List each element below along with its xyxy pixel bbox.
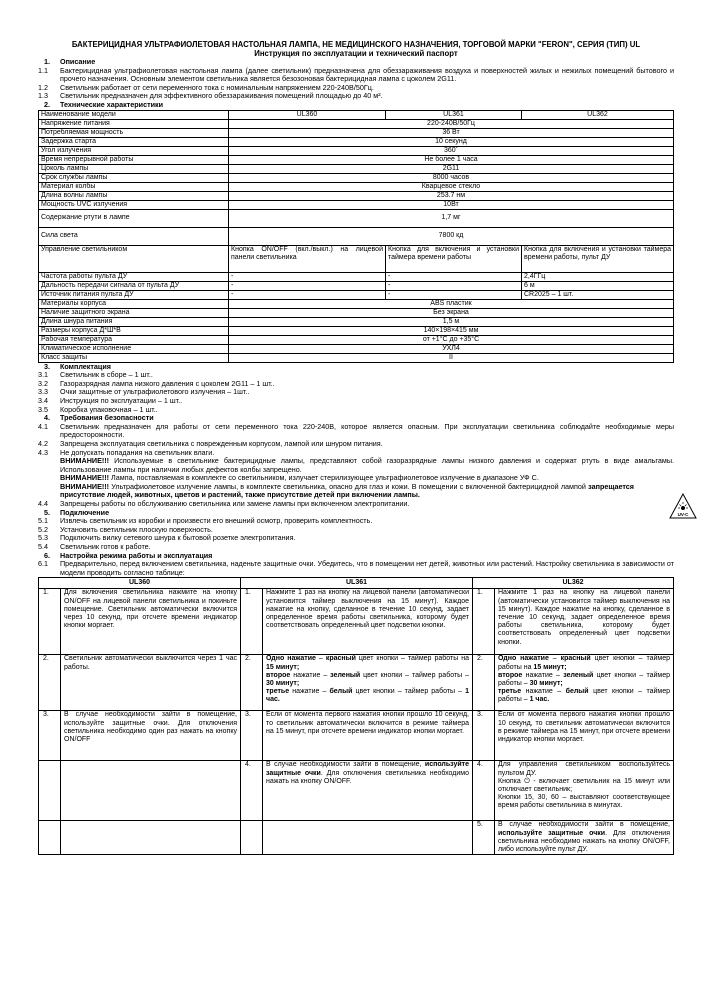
item-3-5: 3.5 Коробка упаковочная – 1 шт.. [38,404,158,414]
specs-row: Задержка старта 10 секунд [39,137,674,146]
item-3-3: 3.3 Очки защитные от ультрафиолетового излучения – 1шт.. [38,387,250,397]
section-2-heading: 2. Технические характеристики [44,99,164,109]
specs-row: Содержание ртути в лампе 1,7 мг [39,209,674,227]
specs-row: Длина волны лампы 253.7 нм [39,191,674,200]
item-6-1: 6.1 Предварительно, перед включением светильника, наденьте защитные очки. Убедитесь, что в помещении нет детей, животных или растений. Настройку светильника в зависимости от модели проводить согласно таблице: [38,559,674,577]
section-1-heading: 1. Описание [44,57,96,66]
specs-row: Длина шнура питания 1,5 м [39,317,674,326]
item-3-4: 3.4 Инструкция по эксплуатации – 1 шт.. [38,395,183,405]
section-5-heading: 5. Подключение [44,507,110,517]
item-3-2: 3.2 Газоразрядная лампа низкого давления с цоколем 2G11 – 1 шт.. [38,378,275,388]
specs-row: Класс защиты II [39,353,674,362]
specs-row: Напряжение питания 220-240В/50Гц [39,119,674,128]
modes-row: 1. Для включения светильника нажмите на кнопку ON/OFF на лицевой панели светильника и покиньте помещение. Светильник автоматически включится через 10 секунд, при отсчете времени индикатор кнопки моргает. 1. Нажмите 1 раз на кнопку на лицевой панели (автоматически установится таймер выключения на 15 минут). Каждое нажатие на кнопку, сделанное в течение 10 секунд, задает определенное время работы светильника, которому будет соответствовать определенный цвет подсветки кнопки. 1. Нажмите 1 раз на кнопку на лицевой панели (автоматически установится таймер выключения на 15 минут). Каждое нажатие на кнопку, сделанное в течение 10 секунд, задает определенное время работы светильника, которому будет соответствовать определенный цвет подсветки кнопки. [39,589,674,655]
specs-row: Мощность UVC излучения 10Вт [39,200,674,209]
item-1-2: 1.2 Светильник работает от сети переменного тока с номинальным напряжением 220-240В/50Гц. [38,82,374,92]
specs-row: Время непрерывной работы Не более 1 часа [39,155,674,164]
specs-row: Потребляемая мощность 36 Вт [39,128,674,137]
item-4-2: 4.2 Запрещена эксплуатация светильника с поврежденным корпусом, лампой или шнуром питания. [38,438,383,448]
item-1-1: 1.1 Бактерицидная ультрафиолетовая настольная лампа (далее светильник) предназначена для обеззараживания воздуха и поверхностей жилых и нежилых помещений бытового и прочего назначения. Основным элементом светильника является безозоновая бактерицидная лампа с цоколем 2G11. [38,65,674,84]
section-6-heading: 6. Настройка режима работы и эксплуатация [44,550,213,560]
item-5-2: 5.2 Установить светильник плоскую поверхность. [38,524,213,534]
modes-row: 2. Светильник автоматически выключится через 1 час работы. 2. Одно нажатие – красный цвет кнопки – таймер работы на 15 минут; второе нажатие – зеленый цвет кнопки – таймер работы – 30 минут; третье нажатие – белый цвет кнопки – таймер работы – 1 час. 2. Одно нажатие – красный цвет кнопки – таймер работы на 15 минут; второе нажатие – зеленый цвет кнопки – таймер работы – 30 минут; третье нажатие – белый цвет кнопки – таймер работы – 1 час. [39,655,674,711]
document-subtitle: Инструкция по эксплуатации и технический паспорт [254,49,458,58]
item-4-1: 4.1 Светильник предназначен для работы от сети переменного тока 220-240В, которое является опасным. При эксплуатации светильника соблюдайте необходимые меры предосторожности. [38,421,674,440]
specs-row: Материалы корпуса ABS пластик [39,299,674,308]
modes-row: 4. В случае необходимости зайти в помещение, используйте защитные очки. Для отключения светильника необходимо нажать на кнопку ON/OFF. 4. Для управления светильником воспользуйтесь пультом ДУ. Кнопка ⏻ - включает светильник на 15 минут или отключает светильник; Кнопки 15, 30, 60 – выставляют соответствующее время работы светильника в минутах. [39,761,674,821]
modes-row: 5. В случае необходимости зайти в помещение, используйте защитные очки. Для отключения светильника необходимо нажать на кнопку ON/OFF, либо используйте пульт ДУ. [39,821,674,855]
item-4-4: 4.4 Запрещены работы по обслуживанию светильника или замене лампы при включенном электропитании. [38,499,410,509]
specs-header-cell: UL362 [522,110,674,119]
specs-row: Сила света 7800 кд [39,227,674,245]
item-1-3: 1.3 Светильник предназначен для эффективного обеззараживания помещений площадью до 40 м². [38,91,383,101]
specs-header-row [39,110,674,119]
item-5-1: 5.1 Извлечь светильник из коробки и произвести его внешний осмотр, проверить комплектность. [38,516,373,526]
specs-row: Срок службы лампы 8000 часов [39,173,674,182]
specs-row: Наличие защитного экрана Без экрана [39,308,674,317]
modes-header-row [39,578,674,589]
specs-row: Частота работы пульта ДУ - - 2,4ГГц [39,272,674,281]
specs-header-cell: UL361 [386,110,522,119]
item-4-3: 4.3 Не допускать попадания на светильник влаги. [38,447,215,457]
document-title: БАКТЕРИЦИДНАЯ УЛЬТРАФИОЛЕТОВАЯ НАСТОЛЬНАЯ ЛАМПА, НЕ МЕДИЦИНСКОГО НАЗНАЧЕНИЯ, ТОРГОВОЙ МАРКИ "FERON", СЕРИЯ (ТИП) UL [71,40,641,49]
specs-row: Источник питания пульта ДУ - - CR2025 – 1 шт. [39,290,674,299]
specs-table [38,110,674,363]
uv-c-label: UV-C [677,512,689,517]
specs-header-cell: UL360 [229,110,386,119]
warning-3: ВНИМАНИЕ!!! Ультрафиолетовое излучение лампы, в комплекте светильника, опасно для глаз и кожи. В помещении с включенной бактерицидной лампой запрещается присутствие людей, животных, цветов и растений, также присутствие детей при включении лампы. [60,481,634,500]
item-5-4: 5.4 Светильник готов к работе. [38,542,151,552]
specs-row: Цоколь лампы 2G11 [39,164,674,173]
modes-header-cell: UL362 [473,578,674,589]
item-3-1: 3.1 Светильник в сборе – 1 шт.. [38,370,153,380]
warning-1: ВНИМАНИЕ!!! Используемые в светильнике бактерицидные лампы, представляют собой газоразрядные лампы низкого давления и содержат ртуть в виде амальгамы. Использование лампы при наличии любых дефектов колбы запрещено. [60,456,674,474]
specs-row: Рабочая температура от +1°С до +35°С [39,335,674,344]
warning-2: ВНИМАНИЕ!!! Лампа, поставляемая в комплекте со светильником, излучает стерилизующее ультрафиолетовое излучение в диапазоне УФ С. [60,473,539,483]
specs-row: Материал колбы Кварцевое стекло [39,182,674,191]
specs-row: Угол излучения 360˚ [39,146,674,155]
power-icon: ⏻ [524,777,530,785]
specs-header-cell: Наименование модели [39,110,229,119]
item-5-3: 5.3 Подключить вилку сетевого шнура к бытовой розетке электропитания. [38,533,296,543]
specs-row-control: Управление светильником Кнопка ON/OFF (вкл./выкл.) на лицевой панели светильника Кнопка для включения и установки таймера времени работы Кнопка для включения и установки таймера времени работы, пульт ДУ [39,245,674,272]
document-page [38,40,674,855]
modes-table [38,577,674,855]
specs-row: Климатическое исполнение УХЛ4 [39,344,674,353]
uv-warning-icon [669,493,697,519]
modes-row: 3. В случае необходимости зайти в помещение, используйте защитные очки. Для отключения светильника необходимо один раз нажать на кнопку ON/OFF 3. Если от момента первого нажатия кнопки прошло 10 секунд, то светильник автоматически включится в режиме таймера на 15 минут, при отсчете времени индикатор кнопки моргает. 3. Если от момента первого нажатия кнопки прошло 10 секунд, то светильник автоматически включится в режиме таймера на 15 минут, при отсчете времени индикатор кнопки моргает. [39,711,674,761]
modes-header-cell: UL361 [241,578,473,589]
section-4-heading: 4. Требования безопасности [44,413,154,423]
specs-row: Дальность передачи сигнала от пульта ДУ - - 6 м [39,281,674,290]
section-3-heading: 3. Комплектация [44,361,111,371]
specs-row: Размеры корпуса Д*Ш*В 140×198×415 мм [39,326,674,335]
modes-header-cell: UL360 [39,578,241,589]
